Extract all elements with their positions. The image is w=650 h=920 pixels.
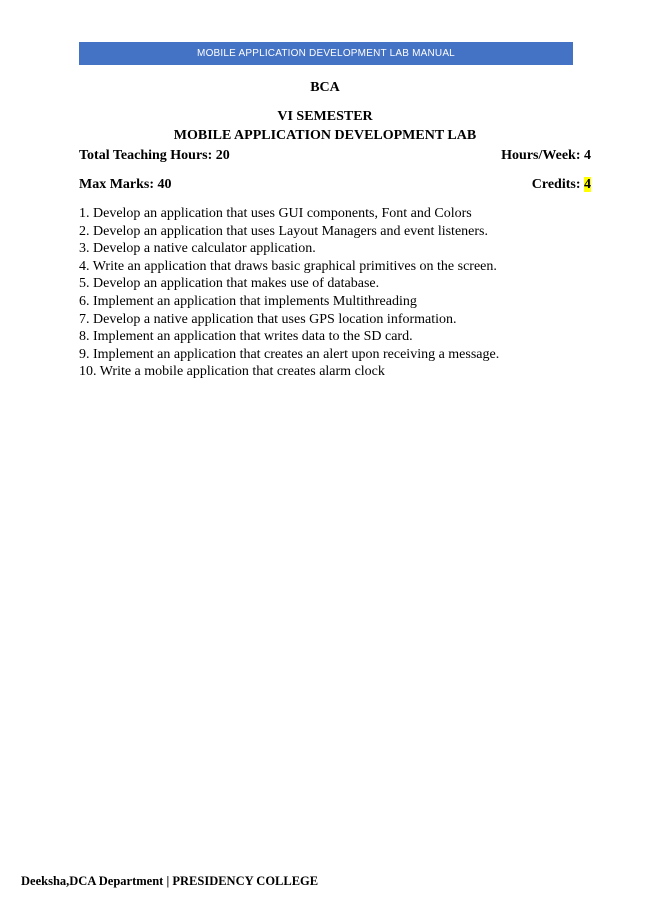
list-item: 8. Implement an application that writes data to the SD card. — [79, 329, 413, 345]
header-band — [79, 42, 573, 65]
footer-college: PRESIDENCY COLLEGE — [172, 874, 319, 888]
teaching-hours: Total Teaching Hours: 20 — [79, 148, 230, 163]
list-item: 7. Develop a native application that uses GPS location information. — [79, 311, 457, 327]
credits-value: 4 — [584, 177, 591, 192]
credits — [532, 177, 591, 193]
semester-title: VI SEMESTER — [277, 109, 373, 124]
marks-row — [79, 177, 591, 193]
list-item: 10. Write a mobile application that creates alarm clock — [79, 364, 385, 380]
hours-per-week: Hours/Week: 4 — [501, 148, 591, 163]
program-list — [79, 205, 599, 381]
list-item: 3. Develop a native calculator application. — [79, 241, 316, 257]
max-marks: Max Marks: 40 — [79, 177, 172, 192]
list-item: 5. Develop an application that makes use of database. — [79, 276, 380, 292]
subject-title: MOBILE APPLICATION DEVELOPMENT LAB — [173, 128, 477, 143]
list-item: 9. Implement an application that creates an alert upon receiving a message. — [79, 346, 500, 362]
page-footer — [21, 874, 318, 889]
header-title: MOBILE APPLICATION DEVELOPMENT LAB MANUAL — [197, 48, 455, 59]
hours-row — [79, 148, 591, 164]
list-item: 4. Write an application that draws basic graphical primitives on the screen. — [79, 258, 497, 274]
list-item: 1. Develop an application that uses GUI components, Font and Colors — [79, 206, 472, 221]
footer-separator: | — [163, 874, 173, 888]
program-name: BCA — [310, 80, 340, 95]
credits-label: Credits: — [531, 177, 584, 192]
list-item: 2. Develop an application that uses Layout Managers and event listeners. — [79, 223, 488, 239]
list-item: 6. Implement an application that implements Multithreading — [79, 293, 417, 309]
footer-author: Deeksha,DCA Department — [21, 874, 164, 888]
